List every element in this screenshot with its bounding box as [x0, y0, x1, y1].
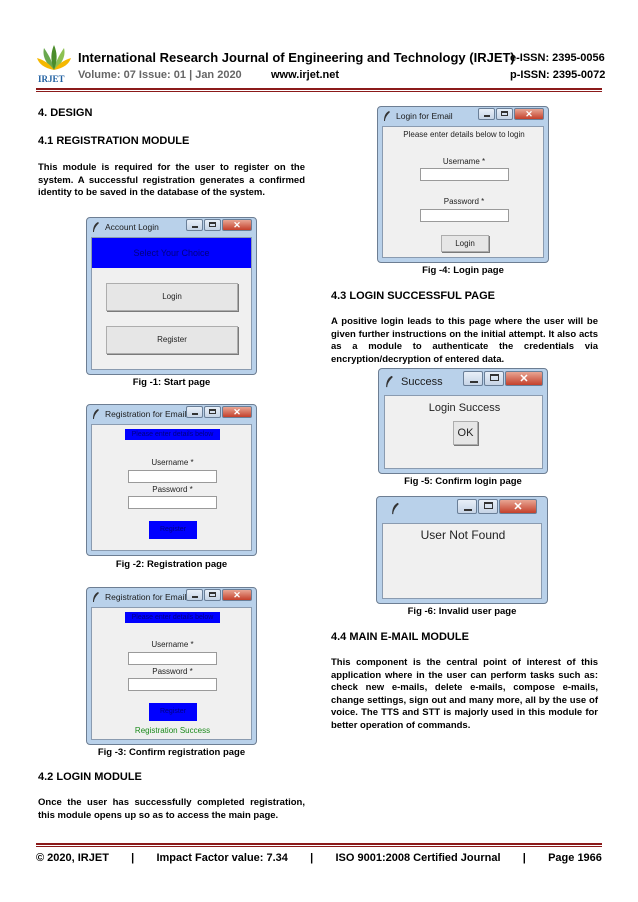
username-input[interactable]	[420, 168, 509, 181]
minimize-button[interactable]	[186, 589, 203, 601]
fig6-caption: Fig -6: Invalid user page	[407, 606, 517, 617]
details-banner: Please enter details below	[125, 429, 220, 440]
paragraph-main-email: This component is the central point of interest of this application where in the user can perform tasks such as: check new e-mails, delete e-mails, compose e-mails, change settings, sign out and many more, all by the use of voice. The TTS and STT is majorly used in this module for better operation of commands.	[331, 657, 598, 731]
window-title: Success	[401, 376, 443, 388]
footer-rule-thin	[36, 846, 602, 847]
footer-iso: ISO 9001:2008 Certified Journal	[335, 852, 501, 864]
window-confirm-registration	[86, 587, 257, 745]
close-button[interactable]: ✕	[222, 406, 252, 418]
login-success-message: Login Success	[428, 402, 501, 414]
heading-login-module: 4.2 LOGIN MODULE	[38, 771, 142, 783]
window-user-not-found	[376, 496, 548, 604]
fig1-caption: Fig -1: Start page	[132, 377, 211, 388]
username-label: Username *	[442, 157, 486, 166]
minimize-button[interactable]	[478, 108, 495, 120]
close-button[interactable]: ✕	[505, 371, 543, 386]
heading-login-successful: 4.3 LOGIN SUCCESSFUL PAGE	[331, 290, 496, 302]
window-client	[91, 237, 252, 370]
pissn: p-ISSN: 2395-0072	[510, 69, 606, 81]
footer-rule	[36, 843, 602, 845]
maximize-button[interactable]	[204, 589, 221, 601]
user-not-found-message: User Not Found	[420, 528, 506, 542]
maximize-button[interactable]	[496, 108, 513, 120]
maximize-button[interactable]	[484, 371, 504, 386]
username-label: Username *	[151, 640, 194, 649]
heading-design: 4. DESIGN	[38, 107, 93, 119]
register-button[interactable]: Register	[149, 703, 197, 721]
window-client	[91, 424, 252, 551]
minimize-button[interactable]	[457, 499, 477, 514]
paragraph-login: Once the user has successfully completed registration, this module opens up so as to access the main page.	[38, 797, 305, 821]
window-client	[382, 126, 544, 258]
volume-info: Volume: 07 Issue: 01 | Jan 2020	[78, 69, 242, 81]
close-button[interactable]: ✕	[499, 499, 537, 514]
feather-icon	[383, 111, 391, 122]
login-prompt: Please enter details below to login	[403, 130, 525, 139]
paragraph-login-success: A positive login leads to this page where the user will be given further instructions on the initial attempt. It also acts as a module to authenticate the credentials via encryption/decryption of entered data.	[331, 316, 598, 365]
register-button[interactable]: Register	[149, 521, 197, 539]
feather-icon	[385, 375, 394, 389]
svg-text:IRJET: IRJET	[38, 74, 65, 84]
window-client	[382, 523, 542, 599]
minimize-button[interactable]	[463, 371, 483, 386]
window-title: Registration for Email	[105, 592, 187, 602]
fig3-caption: Fig -3: Confirm registration page	[97, 747, 246, 758]
footer-page-number: Page 1966	[548, 852, 602, 864]
footer-impact-factor: Impact Factor value: 7.34	[156, 852, 288, 864]
password-label: Password *	[152, 485, 193, 494]
username-input[interactable]	[128, 470, 217, 483]
maximize-button[interactable]	[204, 406, 221, 418]
journal-title: International Research Journal of Engineering and Technology (IRJET)	[78, 50, 515, 65]
login-button[interactable]: Login	[106, 283, 238, 311]
header-rule	[36, 88, 602, 90]
footer-separator: |	[131, 852, 135, 864]
fig4-caption: Fig -4: Login page	[422, 265, 504, 276]
registration-success-text: Registration Success	[134, 726, 211, 735]
close-button[interactable]: ✕	[514, 108, 544, 120]
window-title: Login for Email	[396, 111, 453, 121]
password-label: Password *	[443, 197, 485, 206]
details-banner: Please enter details below	[125, 612, 220, 623]
window-client	[91, 607, 252, 740]
fig5-caption: Fig -5: Confirm login page	[404, 476, 522, 487]
ok-button[interactable]: OK	[453, 421, 478, 445]
window-account-login	[86, 217, 257, 375]
close-button[interactable]: ✕	[222, 219, 252, 231]
register-button[interactable]: Register	[106, 326, 238, 354]
password-label: Password *	[152, 667, 193, 676]
feather-icon	[391, 502, 400, 516]
minimize-button[interactable]	[186, 406, 203, 418]
close-button[interactable]: ✕	[222, 589, 252, 601]
feather-icon	[92, 409, 100, 420]
heading-main-email-module: 4.4 MAIN E-MAIL MODULE	[331, 631, 469, 643]
password-input[interactable]	[420, 209, 509, 222]
page-footer	[36, 852, 602, 864]
maximize-button[interactable]	[204, 219, 221, 231]
feather-icon	[92, 592, 100, 603]
minimize-button[interactable]	[186, 219, 203, 231]
choice-banner: Select Your Choice	[92, 238, 251, 268]
password-input[interactable]	[128, 678, 217, 691]
maximize-button[interactable]	[478, 499, 498, 514]
window-title: Account Login	[105, 222, 159, 232]
window-title: Registration for Email	[105, 409, 187, 419]
login-button[interactable]: Login	[441, 235, 489, 252]
irjet-logo	[36, 44, 72, 84]
journal-website: www.irjet.net	[271, 69, 340, 81]
footer-separator: |	[522, 852, 526, 864]
footer-separator: |	[310, 852, 314, 864]
username-input[interactable]	[128, 652, 217, 665]
paragraph-registration: This module is required for the user to register on the system. A successful registration generates a confirmed identity to be saved in the database of the system.	[38, 162, 305, 198]
heading-registration-module: 4.1 REGISTRATION MODULE	[38, 135, 190, 147]
footer-copyright: © 2020, IRJET	[36, 852, 109, 864]
eissn: e-ISSN: 2395-0056	[510, 52, 605, 64]
window-success	[378, 368, 548, 474]
fig2-caption: Fig -2: Registration page	[115, 559, 228, 570]
username-label: Username *	[151, 458, 194, 467]
window-login-for-email	[377, 106, 549, 263]
window-registration	[86, 404, 257, 556]
feather-icon	[92, 222, 100, 233]
header-rule-thin	[36, 91, 602, 92]
password-input[interactable]	[128, 496, 217, 509]
window-client	[384, 395, 543, 469]
